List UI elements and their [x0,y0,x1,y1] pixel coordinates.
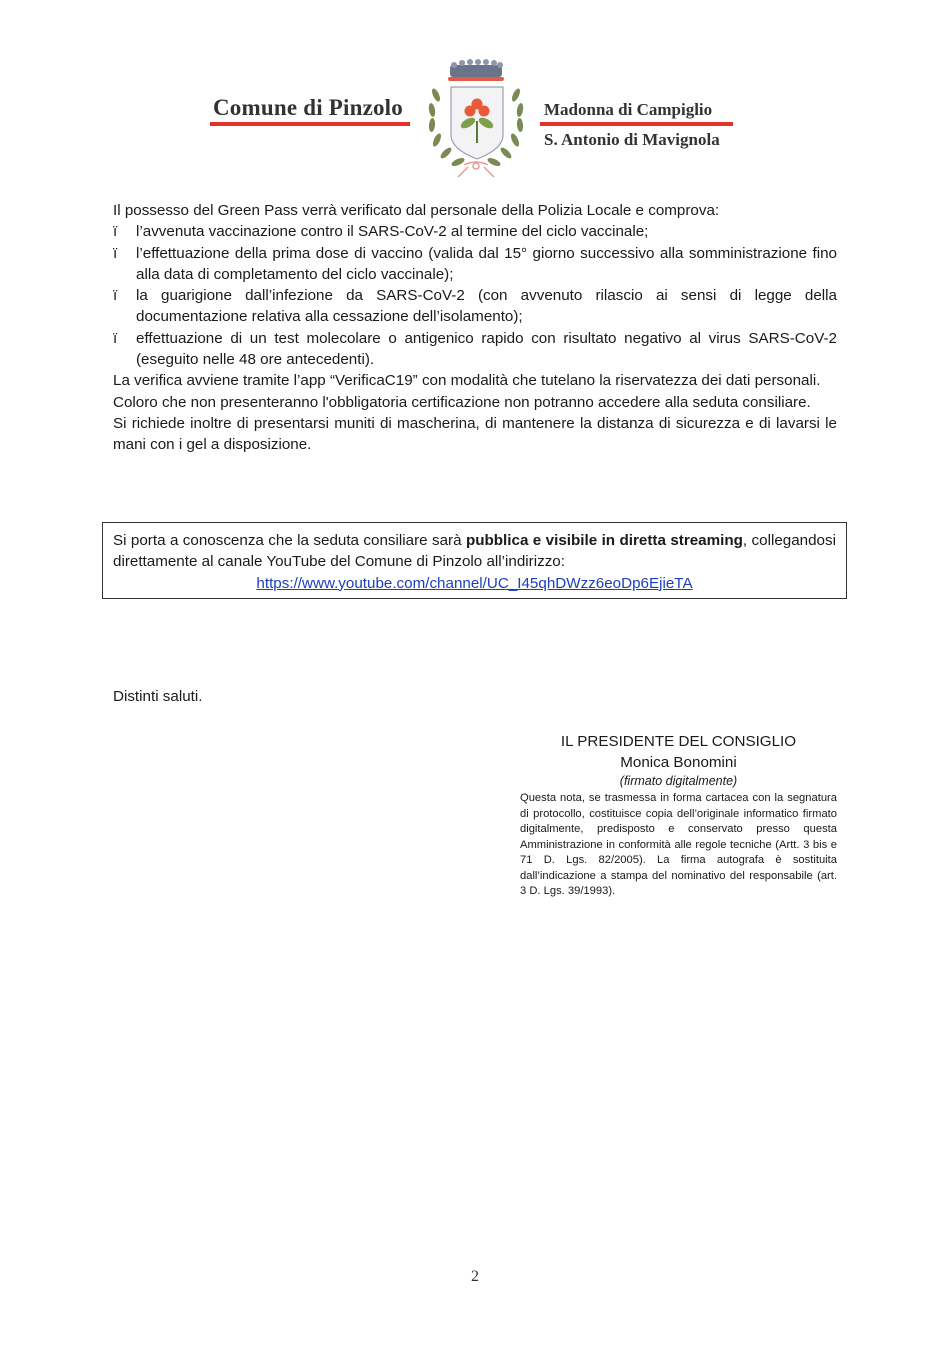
list-item [113,221,837,242]
bullet-icon: ï [113,223,118,241]
access-paragraph: Coloro che non presenteranno l'obbligatoria certificazione non potranno accedere alla seduta consiliare. [113,393,811,411]
notice-text-bold: pubblica e visibile in diretta streaming [465,532,743,549]
bullet-icon: ï [113,287,118,305]
legal-disclaimer: Questa nota, se trasmessa in forma cartacea con la segnatura di protocollo, costituisce copia dell’originale informatico firmato digitalmente, predisposto e conservato presso questa Amministrazione in conformità alle regole tecniche (Artt. 3 bis e 71 D. Lgs. 82/2005). La firma autografa è sostituita dall’indicazione a stampa del nominativo del responsabile (art. 3 D. Lgs. 39/1993). [520,792,837,897]
streaming-notice-box [102,522,847,599]
crown-icon [448,59,504,81]
signatory-name: Monica Bonomini [620,754,737,771]
list-item [113,328,837,371]
page-number: 2 [471,1268,479,1285]
list-item-text: la guarigione dall’infezione da SARS-CoV-2 (con avvenuto rilascio ai sensi di legge della documentazione relativa alla cessazione dell’isolamento); [136,287,837,326]
closing-salutation: Distinti saluti. [113,688,203,705]
red-rule-left [210,122,410,126]
locality-name-2: S. Antonio di Mavignola [544,130,720,149]
list-item-text: effettuazione di un test molecolare o antigenico rapido con risultato negativo al virus SARS-CoV-2 (eseguito nelle 48 ore antecedenti). [136,329,837,369]
list-item [113,285,837,328]
youtube-channel-link[interactable]: https://www.youtube.com/channel/UC_I45qhDWzz6eoDp6EjieTA [256,574,693,592]
digital-signature-note: (firmato digitalmente) [619,774,738,788]
letter-body [113,200,837,456]
notice-text-after: , collegandosi direttamente al canale YouTube del Comune di Pinzolo all’indirizzo: [113,532,836,571]
list-item-text: l’avvenuta vaccinazione contro il SARS-CoV-2 al termine del ciclo vaccinale; [136,223,649,241]
signatory-title: IL PRESIDENTE DEL CONSIGLIO [560,733,797,750]
list-item-text: l’effettuazione della prima dose di vaccino (valida dal 15° giorno successivo alla somministrazione fino alla data di completamento del ciclo vaccinale); [136,244,837,283]
safety-paragraph: Si richiede inoltre di presentarsi muniti di mascherina, di mantenere la distanza di sicurezza e di lavarsi le mani con i gel a disposizione. [113,414,837,454]
red-rule-right [540,122,733,126]
list-item [113,243,837,286]
municipality-name: Comune di Pinzolo [213,95,403,120]
ribbon-icon [458,162,494,177]
notice-text-before: Si porta a conoscenza che la seduta consiliare sarà [113,532,466,549]
coat-of-arms-icon [418,55,534,180]
intro-paragraph: Il possesso del Green Pass verrà verificato dal personale della Polizia Locale e comprova: [113,202,720,219]
signature-block [520,732,837,789]
verification-paragraph: La verifica avviene tramite l’app “VerificaC19” con modalità che tutelano la riservatezza dei dati personali. [113,372,821,390]
locality-name-1: Madonna di Campiglio [544,100,713,119]
bullet-icon: ï [113,329,118,347]
letterhead [0,55,950,180]
bullet-icon: ï [113,244,118,262]
